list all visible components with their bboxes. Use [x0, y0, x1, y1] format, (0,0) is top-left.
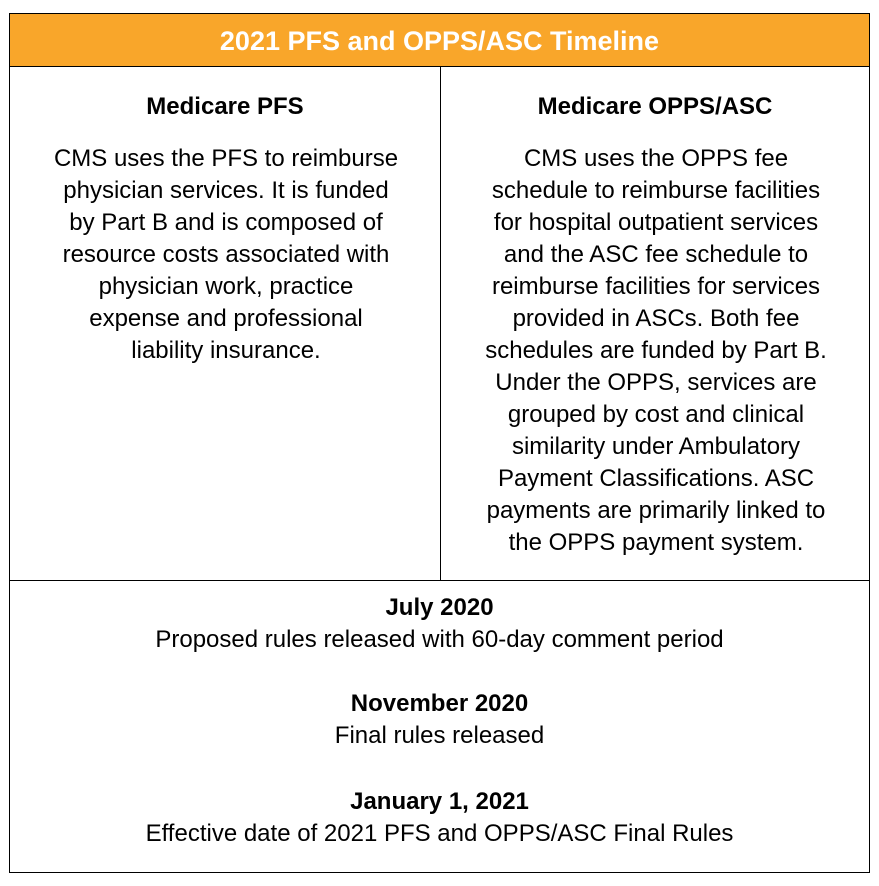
- column-title: Medicare OPPS/ASC: [537, 93, 773, 120]
- table-title: 2021 PFS and OPPS/ASC Timeline: [219, 25, 660, 56]
- body-line: Payment Classifications. ASC: [497, 465, 815, 492]
- body-line: liability insurance.: [131, 337, 321, 364]
- body-line: and the ASC fee schedule to: [503, 241, 809, 268]
- body-line: payments are primarily linked to: [486, 497, 826, 524]
- timeline-date: July 2020: [385, 594, 494, 621]
- body-line: schedules are funded by Part B.: [485, 337, 827, 364]
- timeline-description: Effective date of 2021 PFS and OPPS/ASC Final Rules: [145, 820, 734, 847]
- body-line: by Part B and is composed of: [69, 209, 383, 236]
- body-line: resource costs associated with: [62, 241, 390, 268]
- timeline-date: November 2020: [350, 690, 529, 717]
- body-line: physician work, practice: [98, 273, 354, 300]
- table-header: [10, 14, 869, 67]
- body-line: Under the OPPS, services are: [495, 369, 817, 396]
- body-line: physician services. It is funded: [63, 177, 389, 204]
- column-body: [10, 143, 440, 367]
- body-line: schedule to reimburse facilities: [491, 177, 821, 204]
- body-line: reimburse facilities for services: [491, 273, 821, 300]
- timeline-item: [10, 592, 869, 656]
- timeline-item: [10, 688, 869, 752]
- body-line: CMS uses the OPPS fee: [523, 145, 789, 172]
- timeline-description: Final rules released: [334, 722, 545, 749]
- body-line: grouped by cost and clinical: [507, 401, 805, 428]
- column-title: Medicare PFS: [146, 93, 304, 120]
- medicare-pfs-column: [10, 67, 441, 581]
- body-line: for hospital outpatient services: [493, 209, 819, 236]
- body-line: CMS uses the PFS to reimburse: [53, 145, 399, 172]
- timeline-date: January 1, 2021: [350, 788, 529, 815]
- medicare-opps-asc-column: [441, 67, 869, 581]
- body-line: similarity under Ambulatory: [511, 433, 801, 460]
- body-line: expense and professional: [89, 305, 363, 332]
- body-line: provided in ASCs. Both fee: [512, 305, 800, 332]
- timeline-section: [10, 580, 869, 872]
- timeline-item: [10, 786, 869, 850]
- timeline-description: Proposed rules released with 60-day comment period: [155, 626, 724, 653]
- body-line: the OPPS payment system.: [508, 529, 804, 556]
- timeline-table: [9, 13, 870, 873]
- column-body: [441, 143, 869, 559]
